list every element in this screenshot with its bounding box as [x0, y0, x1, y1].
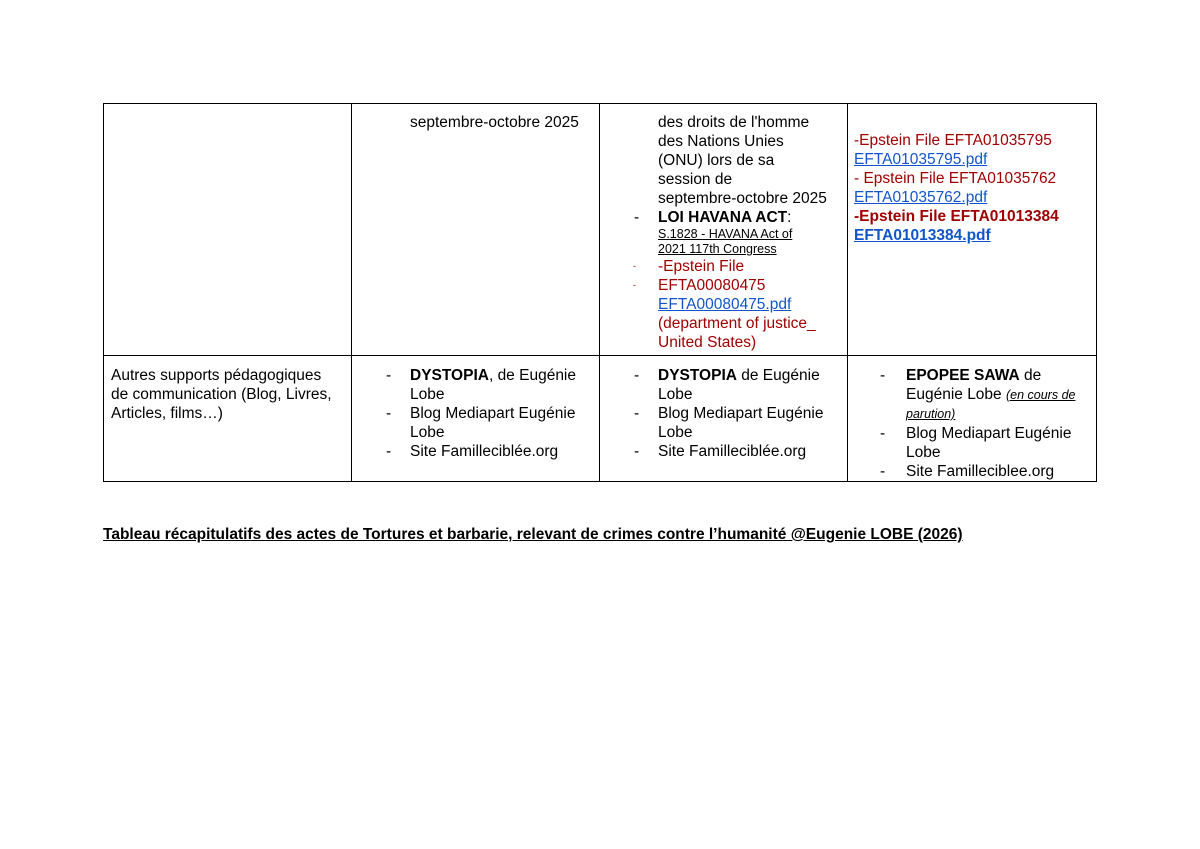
media-list	[600, 356, 847, 461]
table-cell-media-list	[600, 356, 848, 482]
book-title: DYSTOPIA	[410, 367, 489, 384]
epstein-file-label: - Epstein File EFTA01035762	[854, 170, 1057, 187]
list-item: - Site Familleciblee.org	[880, 463, 1055, 480]
bullet-dash: -	[633, 280, 636, 290]
table-cell-period	[352, 104, 600, 356]
table-cell-legal-refs	[600, 104, 848, 356]
table-row	[104, 104, 1097, 356]
list-item: - Blog Mediapart Eugénie Lobe	[880, 425, 1072, 461]
list-item: - Site Familleciblée.org	[386, 443, 559, 460]
media-list	[848, 356, 1096, 481]
doj-note-line1: (department of justice_	[658, 315, 816, 332]
table-row	[104, 356, 1097, 482]
list-item-havana: - LOI HAVANA ACT: S.1828 - HAVANA Act of 2021 117th Congress	[600, 208, 847, 257]
legal-refs-list	[600, 104, 847, 352]
media-list	[352, 356, 599, 461]
list-item: - DYSTOPIA, de Eugénie Lobe	[386, 367, 576, 403]
epstein-file-label: -Epstein File EFTA01035795	[854, 132, 1052, 149]
bullet-dash: -	[633, 261, 636, 271]
list-item: - Blog Mediapart Eugénie Lobe	[634, 405, 824, 441]
epstein-pdf-link[interactable]: EFTA00080475.pdf	[658, 296, 792, 313]
list-item: - Blog Mediapart Eugénie Lobe	[386, 405, 576, 441]
list-item: - EPOPEE SAWA de Eugénie Lobe (en cours de parution)	[848, 366, 1096, 424]
epstein-file-label: -Epstein File EFTA01013384	[854, 208, 1059, 225]
table-caption: Tableau récapitulatifs des actes de Tortures et barbarie, relevant de crimes contre l’humanité @Eugenie LOBE (2026)	[103, 526, 963, 543]
book-title: DYSTOPIA	[658, 367, 737, 384]
list-item-epstein-code	[600, 276, 847, 352]
epstein-pdf-link[interactable]: EFTA01035795.pdf	[854, 151, 988, 168]
list-item: - Site Familleciblée.org	[634, 443, 807, 460]
list-item: des droits de l'homme des Nations Unies (ONU) lors de sa session de septembre-octobre 2025	[658, 114, 827, 207]
table-cell-media-list	[352, 356, 600, 482]
table-cell-media-list	[848, 356, 1097, 482]
havana-act-label: LOI HAVANA ACT	[658, 209, 788, 226]
epstein-file-label: -Epstein File	[658, 258, 745, 275]
table-cell-epstein-files	[848, 104, 1097, 356]
period-text: septembre-octobre 2025	[410, 114, 579, 131]
table-cell-empty	[104, 104, 352, 356]
havana-act-reference[interactable]: S.1828 - HAVANA Act of 2021 117th Congress	[658, 227, 793, 256]
table-cell-other-media: Autres supports pédagogiques de communication (Blog, Livres, Articles, films…)	[104, 356, 352, 482]
list-item-epstein	[600, 257, 847, 276]
bullet-dash: -	[634, 209, 640, 226]
epstein-pdf-link[interactable]: EFTA01013384.pdf	[854, 227, 991, 244]
publication-note: (en cours de	[1005, 388, 1076, 402]
epstein-pdf-link[interactable]: EFTA01035762.pdf	[854, 189, 988, 206]
summary-table	[103, 103, 1097, 482]
list-item: - DYSTOPIA de Eugénie Lobe	[634, 367, 820, 403]
book-title: EPOPEE SAWA	[906, 367, 1020, 384]
publication-note: parution)	[906, 407, 956, 421]
doj-note-line2: United States)	[658, 334, 757, 351]
epstein-file-code: EFTA00080475	[658, 277, 766, 294]
epstein-files-block	[848, 104, 1096, 245]
